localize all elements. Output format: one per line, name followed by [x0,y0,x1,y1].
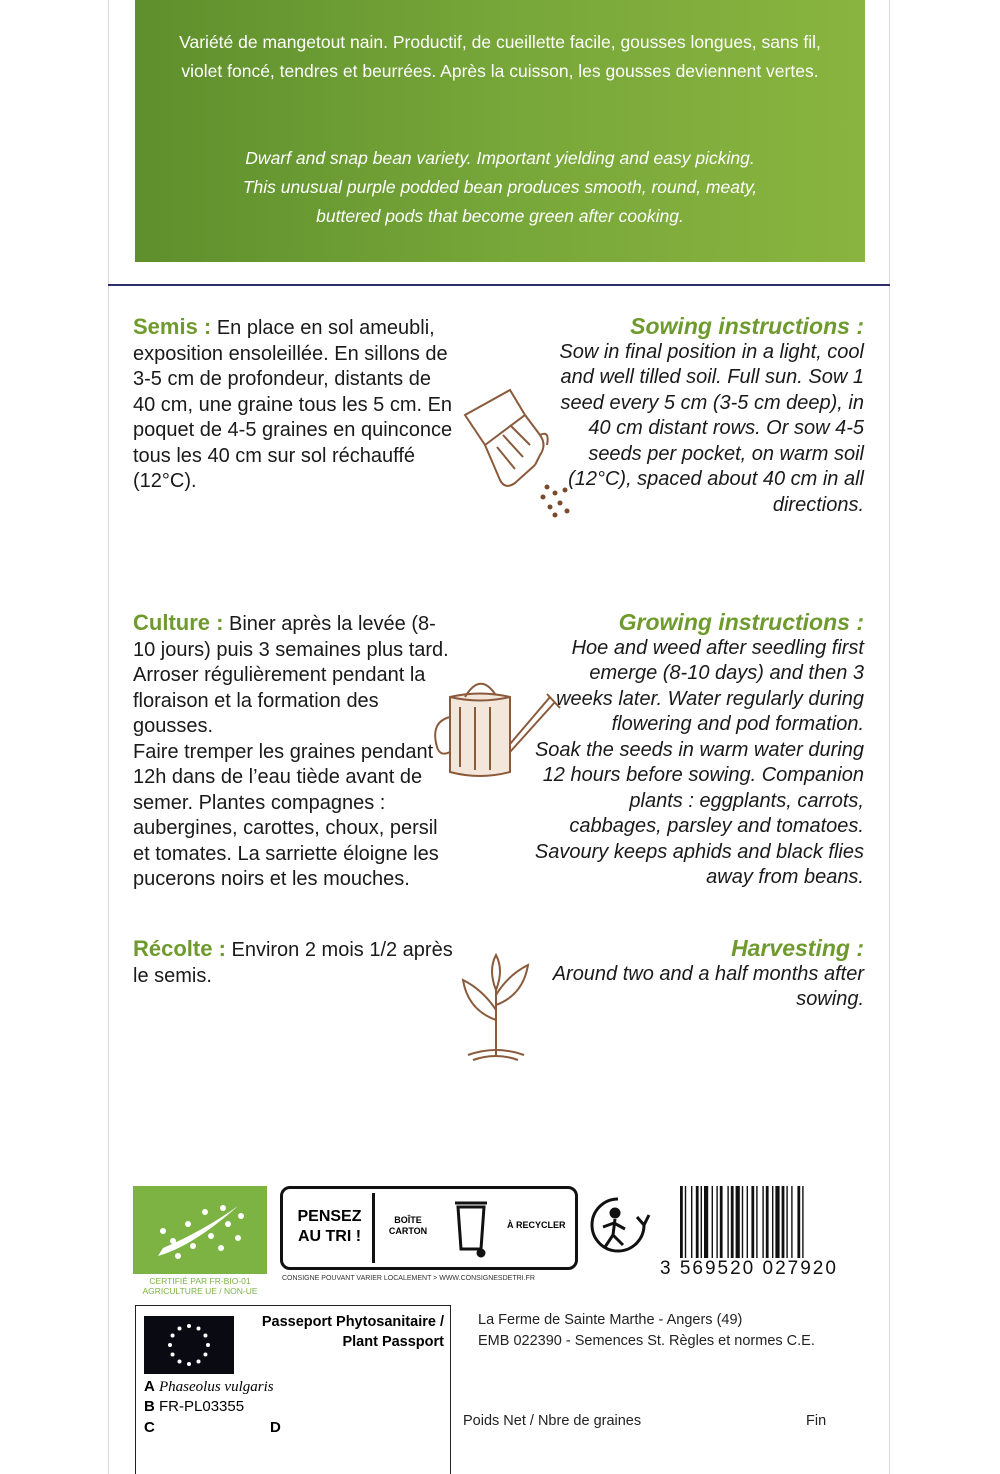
harvesting-section [534,936,864,1013]
seedling-icon [458,950,533,1065]
eu-star-icon [171,1353,175,1357]
fin-label: Fin [806,1413,827,1429]
boite-carton-label [383,1215,433,1237]
eu-star-icon [178,1327,182,1331]
semis-heading: Semis : [133,314,212,339]
barcode-bar [791,1186,792,1258]
description-en-line: Dwarf and snap bean variety. Important yielding and easy picking. [245,148,755,168]
watering-can-icon [425,672,570,782]
eu-leaf-icon [133,1186,267,1274]
eu-flag-icon [144,1316,234,1374]
culture-text: Biner après la levée (8-10 jours) puis 3 semaines plus tard. Arroser régulièrement pendant la floraison et la formation des gousses. [133,613,449,737]
sowing-section [534,314,864,518]
barcode-bar [716,1186,717,1258]
culture-section [133,610,453,893]
passport-key: A [144,1378,155,1395]
semis-section [133,314,453,495]
consigne-text: CONSIGNE POUVANT VARIER LOCALEMENT > WWW.CONSIGNESDETRI.FR [282,1275,535,1282]
producer-info [478,1310,815,1352]
passport-line-d [270,1419,281,1436]
bio-cert-line: AGRICULTURE UE / NON-UE [142,1286,258,1296]
carton-text: CARTON [388,1226,428,1236]
plant-passport [135,1305,451,1474]
barcode-icon [678,1186,858,1258]
barcode-bar [786,1186,787,1258]
barcode-bar [704,1186,708,1258]
description-en-line: buttered pods that become green after cooking. [316,206,684,226]
recolte-text: Environ 2 mois 1/2 après le semis. [133,939,453,987]
eu-star-icon [197,1359,201,1363]
eu-star-icon [171,1334,175,1338]
barcode-bar [720,1186,723,1258]
passport-title-line: Passeport Phytosanitaire / [261,1314,444,1330]
recycling-bin-icon [451,1197,491,1259]
barcode-bar [696,1186,699,1258]
sowing-heading: Sowing instructions : [630,313,864,339]
eu-star-icon [203,1353,207,1357]
barcode-bar [766,1186,769,1258]
botanical-name: Phaseolus vulgaris [159,1379,274,1395]
barcode-bar [691,1186,692,1258]
barcode-bar [772,1186,773,1258]
growing-heading: Growing instructions : [618,609,864,635]
barcode-bar [747,1186,748,1258]
growing-text-2: Soak the seeds in warm water during 12 hours before sowing. Companion plants : eggplants, carrots, cabbages, parsley and tomatoes. Savoury keeps aphids and black flies away from beans. [534,738,864,888]
producer-line: La Ferme de Sainte Marthe - Angers (49) [478,1312,743,1328]
pensez-au-tri-label [287,1193,375,1263]
passport-key: D [270,1419,281,1436]
barcode-bar [802,1186,803,1258]
triman-icon [585,1193,651,1257]
barcode-bar [751,1186,754,1258]
description-banner [135,0,865,262]
description-en-line: This unusual purple podded bean produces smooth, round, meaty, [242,177,758,197]
description-fr [135,28,865,86]
eu-star-icon [178,1359,182,1363]
registration-number: FR-PL03355 [159,1398,245,1415]
eu-star-icon [187,1324,191,1328]
barcode-number: 3 569520 027920 [660,1258,838,1279]
barcode-bar [701,1186,702,1258]
passport-title [240,1312,444,1352]
barcode-bar [727,1186,728,1258]
a-recycler-label: À RECYCLER [507,1220,566,1230]
eu-star-icon [168,1343,172,1347]
gardening-glove-icon [455,385,580,520]
growing-text: Hoe and weed after seedling first emerge (8-10 days) and then 3 weeks later. Water regularly during flowering and pod formation. [556,636,864,735]
barcode-bar [782,1186,785,1258]
barcode-bar [736,1186,740,1258]
barcode-bar [775,1186,779,1258]
passport-line-b [144,1398,244,1415]
barcode-bar [712,1186,713,1258]
harvesting-text: Around two and a half months after sowing. [552,962,864,1010]
description-fr-line: Variété de mangetout nain. Productif, de cueillette facile, gousses longues, sans fil, [179,32,821,52]
net-weight-label: Poids Net / Nbre de graines [463,1413,642,1429]
passport-key: B [144,1398,155,1415]
barcode-bar [797,1186,800,1258]
passport-line-c [144,1419,155,1436]
barcode-bar [731,1186,734,1258]
boite-text: BOÎTE [394,1215,422,1225]
eu-star-icon [203,1334,207,1338]
recolte-section [133,936,453,989]
eu-star-icon [197,1327,201,1331]
producer-line: EMB 022390 - Semences St. Règles et normes C.E. [478,1333,815,1349]
passport-line-a [144,1378,274,1396]
description-en [135,144,865,231]
passport-key: C [144,1419,155,1436]
recolte-heading: Récolte : [133,936,226,961]
passport-title-line: Plant Passport [342,1334,444,1350]
au-tri-text: AU TRI ! [297,1228,362,1245]
sowing-text: Sow in final position in a light, cool and well tilled soil. Full sun. Sow 1 seed every 5 cm (3-5 cm deep), in 40 cm distant rows. Or sow 4-5 seeds per pocket, on warm soil (12°C), spaced about 40 cm in all directions. [559,340,864,516]
culture-text-2: Faire tremper les graines pendant 12h dans de l’eau tiède avant de semer. Plantes compagnes : aubergines, carottes, choux, persil et tomates. La sarriette éloigne les pucerons noirs et les mouches. [133,740,439,890]
eu-star-icon [187,1362,191,1366]
eu-star-icon [206,1343,210,1347]
recycling-info-box [280,1186,578,1270]
eu-organic-logo [133,1186,267,1274]
semis-text: En place en sol ameubli, exposition ensoleillée. En sillons de 3-5 cm de profondeur, distants de 40 cm, une graine tous les 5 cm. En poquet de 4-5 graines en quinconce tous les 40 cm sur sol réchauffé (12°C). [133,317,453,492]
bio-certification [133,1276,267,1296]
barcode-bar [756,1186,757,1258]
barcode-bar [742,1186,743,1258]
culture-heading: Culture : [133,610,224,635]
divider-line [108,284,890,286]
bio-cert-line: CERTIFIÉ PAR FR-BIO-01 [149,1276,251,1286]
barcode-bar [762,1186,763,1258]
pensez-text: PENSEZ [297,1208,362,1225]
barcode-bar [685,1186,686,1258]
description-fr-line: violet foncé, tendres et beurrées. Après la cuisson, les gousses deviennent vertes. [181,61,819,81]
barcode-bar [680,1186,683,1258]
growing-section [534,610,864,891]
harvesting-heading: Harvesting : [731,935,864,961]
